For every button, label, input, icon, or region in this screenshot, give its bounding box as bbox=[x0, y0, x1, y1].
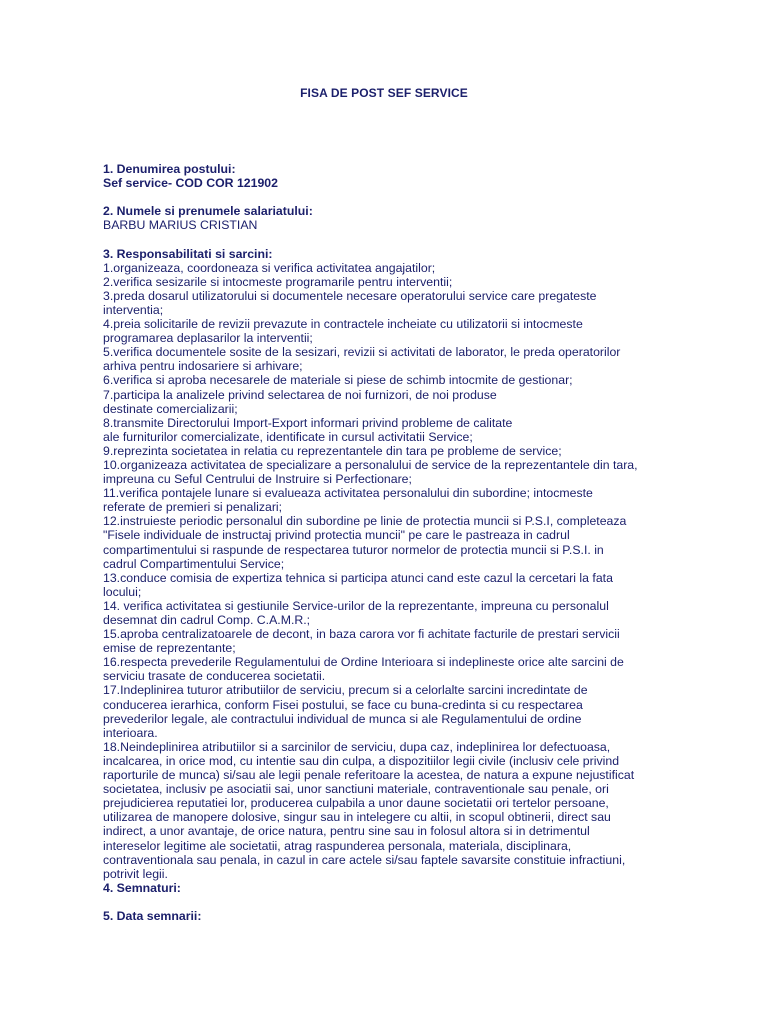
text-line: 8.transmite Directorului Import-Export informari privind probleme de calitate bbox=[103, 415, 513, 430]
blank-line bbox=[103, 895, 673, 909]
text-line: incalcarea, in orice mod, cu intentie sau din culpa, a dispozitiilor legii civile (inclusiv cele privind bbox=[103, 753, 620, 768]
text-line: 6.verifica si aproba necesarele de materiale si piese de schimb intocmite de gestionar; bbox=[103, 373, 573, 388]
text-line: 18.Neindeplinirea atributiilor si a sarcinilor de serviciu, dupa caz, indeplinirea lor defectuoasa, bbox=[103, 739, 611, 754]
text-line: indirect, a unor avantaje, de orice natura, pentru sine sau in folosul altora si in detrimentul bbox=[103, 824, 590, 839]
text-line: 12.instruieste periodic personalul din subordine pe linie de protectia muncii si P.S.I, completeaza bbox=[103, 514, 627, 529]
section-heading: 5. Data semnarii: bbox=[103, 908, 202, 923]
text-line: 7.participa la analizele privind selectarea de noi furnizori, de noi produse bbox=[103, 387, 497, 402]
section-heading: Sef service- COD COR 121902 bbox=[103, 176, 278, 191]
text-line: programarea deplasarilor la interventii; bbox=[103, 331, 313, 346]
text-line: serviciu trasate de conducerea societatii. bbox=[103, 669, 326, 684]
text-line: societatea, inclusiv pe asociatii sai, unor sanctiuni materiale, contraventionale sau penale, ori bbox=[103, 782, 609, 797]
text-line: 16.respecta prevederile Regulamentului de Ordine Interioara si indeplineste orice alte sarcini de bbox=[103, 655, 624, 670]
text-line: utilizarea de manopere dolosive, singur sau in intelegere cu altii, in scopul obtinerii, direct sau bbox=[103, 810, 611, 825]
text-line: cadrul Compartimentului Service; bbox=[103, 556, 285, 571]
section-heading: 2. Numele si prenumele salariatului: bbox=[103, 204, 313, 219]
document-title: FISA DE POST SEF SERVICE bbox=[300, 86, 468, 100]
section-heading: 3. Responsabilitati si sarcini: bbox=[103, 246, 273, 261]
text-line: 3.preda dosarul utilizatorului si documentele necesare operatorului service care pregateste bbox=[103, 288, 597, 303]
text-line: desemnat din cadrul Comp. C.A.M.R.; bbox=[103, 613, 311, 627]
text-line: "Fisele individuale de instructaj privind protectia muncii" pe care le pastreaza in cadrul bbox=[103, 528, 570, 543]
blank-line bbox=[103, 190, 673, 204]
text-line: compartimentului si raspunde de respectarea tuturor normelor de protectia muncii si P.S.I. in bbox=[103, 542, 604, 557]
text-line: contraventionala sau penala, in cazul in care actele si/sau faptele savarsite constituie infractiuni, bbox=[103, 852, 626, 867]
text-line: 14. verifica activitatea si gestiunile Service-urilor de la reprezentante, impreuna cu personalul bbox=[103, 598, 609, 613]
text-line: 17.Indeplinirea tuturor atributiilor de serviciu, precum si a celorlalte sarcini incredintate de bbox=[103, 683, 588, 698]
text-line: potrivit legii. bbox=[103, 866, 168, 881]
text-line: raporturile de munca) si/sau ale legii penale referitoare la acestea, de natura a expune nejustificat bbox=[103, 768, 635, 783]
text-line: 4.preia solicitarile de revizii prevazute in contractele incheiate cu utilizatorii si intocmeste bbox=[103, 317, 583, 332]
text-line: 13.conduce comisia de expertiza tehnica si participa atunci cand este cazul la cercetari la fata bbox=[103, 570, 613, 585]
text-line: intereselor legitime ale societatii, atrag raspunderea personala, materiala, disciplinara, bbox=[103, 838, 572, 853]
text-line: prevederilor legale, ale contractului individual de munca si ale Regulamentului de ordine bbox=[103, 711, 582, 726]
text-line: 10.organizeaza activitatea de specializare a personalului de service de la reprezentantele din tara, bbox=[103, 457, 638, 472]
document-body bbox=[103, 162, 673, 923]
text-line: locului; bbox=[103, 584, 142, 599]
text-line: impreuna cu Seful Centrului de Instruire si Perfectionare; bbox=[103, 472, 412, 487]
text-line: BARBU MARIUS CRISTIAN bbox=[103, 218, 258, 233]
text-line: interventia; bbox=[103, 302, 164, 317]
section-heading: 1. Denumirea postului: bbox=[103, 162, 236, 176]
text-line: conducerea ierarhica, conform Fisei postului, se face cu buna-credinta si cu respectarea bbox=[103, 697, 583, 712]
text-line: emise de reprezentante; bbox=[103, 641, 236, 656]
blank-line bbox=[103, 232, 673, 246]
text-line: 5.verifica documentele sosite de la sesizari, revizii si activitati de laborator, le preda operatorilor bbox=[103, 345, 621, 360]
text-line: referate de premieri si penalizari; bbox=[103, 500, 283, 515]
text-line: 11.verifica pontajele lunare si evalueaza activitatea personalului din subordine; intocmeste bbox=[103, 486, 593, 501]
text-line: arhiva pentru indosariere si arhivare; bbox=[103, 359, 303, 374]
text-line: 9.reprezinta societatea in relatia cu reprezentantele din tara pe probleme de service; bbox=[103, 443, 562, 458]
text-line: ale furniturilor comercializate, identificate in cursul activitatii Service; bbox=[103, 429, 473, 444]
text-line: interioara. bbox=[103, 725, 158, 740]
text-line: destinate comercializarii; bbox=[103, 401, 238, 416]
text-line: prejudicierea reputatiei lor, producerea culpabila a unor daune societatii ori tertelor persoane, bbox=[103, 796, 609, 811]
text-line: 2.verifica sesizarile si intocmeste programarile pentru interventii; bbox=[103, 274, 453, 289]
section-heading: 4. Semnaturi: bbox=[103, 880, 181, 895]
text-line: 1.organizeaza, coordoneaza si verifica activitatea angajatilor; bbox=[103, 260, 436, 275]
text-line: 15.aproba centralizatoarele de decont, in baza carora vor fi achitate facturile de prestari servicii bbox=[103, 627, 620, 642]
